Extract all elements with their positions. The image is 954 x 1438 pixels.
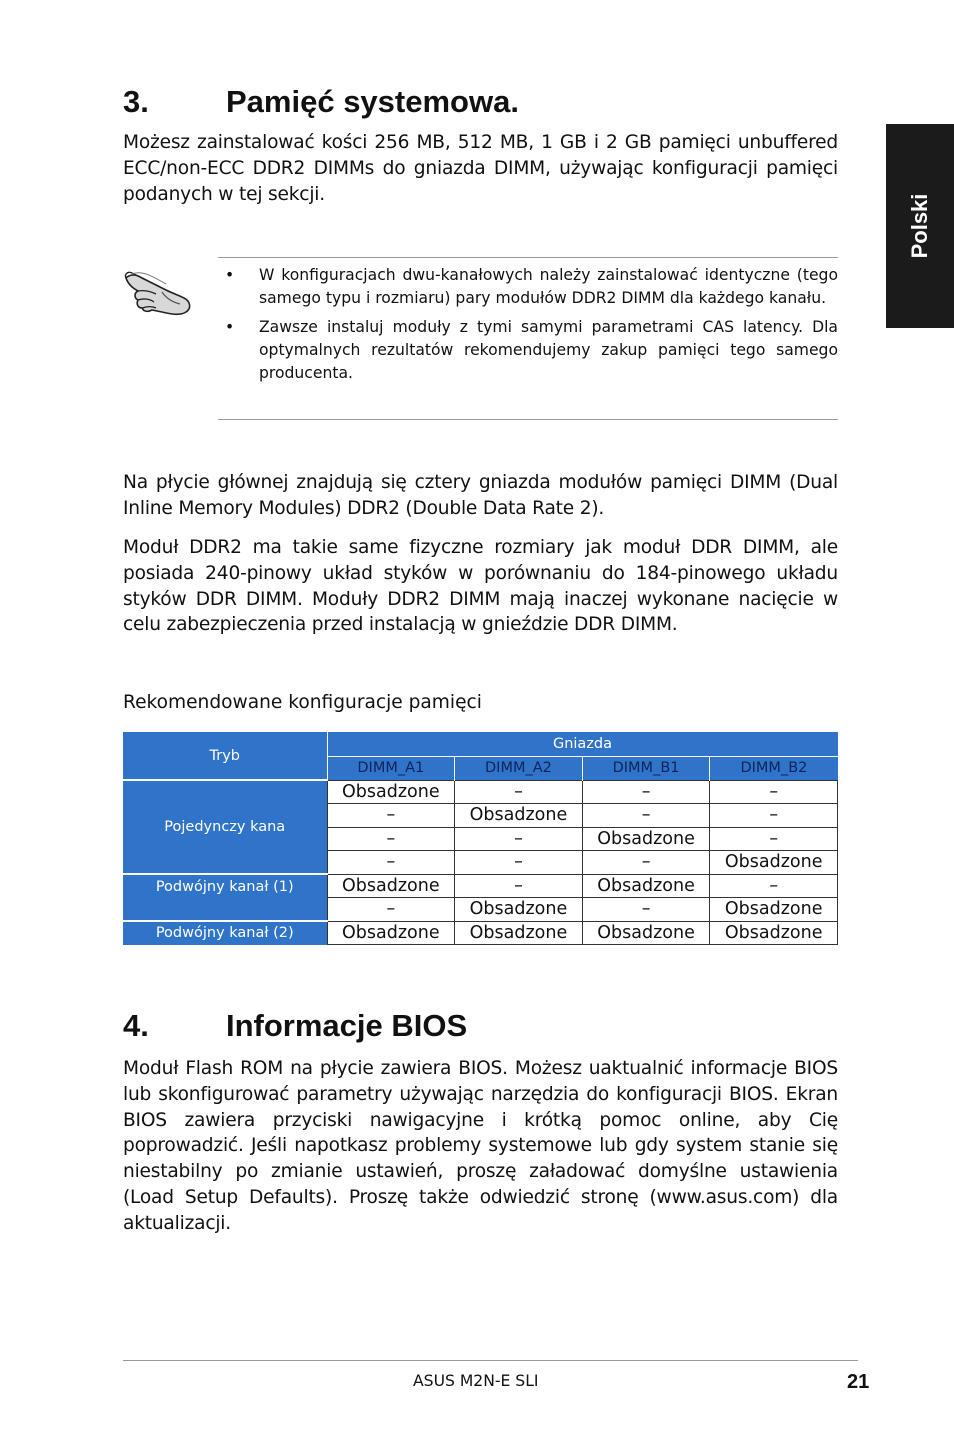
table-cell: Obsadzone [710,921,838,945]
mode-single-channel: Pojedynczy kana [123,780,327,874]
table-cell: Obsadzone [582,827,710,851]
column-header: DIMM_B2 [710,756,838,780]
table-cell: – [582,804,710,828]
column-header: DIMM_A1 [327,756,455,780]
note-item-text: W konfiguracjach dwu-kanałowych należy zainstalować identyczne (tego samego typu i rozmiaru) pary modułów DDR2 DIMM dla każdego kanału. [259,266,838,307]
mode-dual-channel-2: Podwójny kanał (2) [123,921,327,945]
language-label: Polski [907,193,932,259]
section-3-title: Pamięć systemowa. [226,84,519,119]
table-cell: Obsadzone [582,921,710,945]
table-cell: – [582,780,710,804]
note-item-text: Zawsze instaluj moduły z tymi samymi parametrami CAS latency. Dla optymalnych rezultatów rekomendujemy zakup pamięci tego samego producenta. [259,318,838,382]
bullet-icon: • [225,318,235,336]
table-cell: – [710,827,838,851]
table-cell: Obsadzone [455,921,583,945]
note-item [218,316,838,385]
section-3-number: 3. [123,84,149,119]
table-cell: Obsadzone [327,921,455,945]
note-item [218,264,838,310]
table-cell: – [582,898,710,922]
table-cell: – [455,851,583,875]
table-cell: – [455,780,583,804]
table-caption: Rekomendowane konfiguracje pamięci [123,692,482,713]
table-cell: Obsadzone [710,898,838,922]
table-row [123,874,838,898]
table-cell: – [582,851,710,875]
table-cell: – [327,898,455,922]
paragraph-ddr2-module: Moduł DDR2 ma takie same fizyczne rozmiary jak moduł DDR DIMM, ale posiada 240-pinowy układ styków w porównaniu do 184-pinowego układu styków DDR DIMM. Moduły DDR2 DIMM mają inaczej wykonane nacięcie w celu zabezpieczenia przed instalacją w gnieździe DDR DIMM. [123,537,838,636]
column-header: DIMM_B1 [582,756,710,780]
header-mode: Tryb [123,732,327,780]
footer-divider [123,1360,858,1361]
table-cell: – [710,780,838,804]
note-list [218,264,838,391]
table-row [123,921,838,945]
table-cell: Obsadzone [455,898,583,922]
section-4-title: Informacje BIOS [226,1008,468,1043]
header-slots: Gniazda [327,732,838,756]
table-row [123,780,838,804]
table-cell: Obsadzone [327,874,455,898]
language-side-tab [886,124,954,328]
column-header: DIMM_A2 [455,756,583,780]
table-cell: – [710,804,838,828]
section-4-number: 4. [123,1008,149,1043]
table-cell: Obsadzone [710,851,838,875]
mode-dual-channel-1: Podwójny kanał (1) [123,874,327,921]
memory-config-table [123,732,838,945]
page-number: 21 [847,1371,870,1393]
table-cell: Obsadzone [582,874,710,898]
pointing-hand-icon [122,262,194,320]
bullet-icon: • [225,266,235,284]
table-cell: – [327,827,455,851]
footer-product: ASUS M2N-E SLI [413,1372,539,1390]
table-cell: Obsadzone [455,804,583,828]
table-cell: – [455,874,583,898]
section-3-intro: Możesz zainstalować kości 256 MB, 512 MB, 1 GB i 2 GB pamięci unbuffered ECC/non-ECC DDR2 DIMMs do gniazda DIMM, używając konfiguracji pamięci podanych w tej sekcji. [123,132,838,205]
note-box [218,257,838,420]
table-cell: – [710,874,838,898]
table-cell: – [327,804,455,828]
table-cell: – [455,827,583,851]
table-cell: Obsadzone [327,780,455,804]
section-4-body: Moduł Flash ROM na płycie zawiera BIOS. Możesz uaktualnić informacje BIOS lub skonfigurować parametry używając narzędzia do konfiguracji BIOS. Ekran BIOS zawiera przyciski nawigacyjne i krótką pomoc online, aby Cię poprowadzić. Jeśli napotkasz problemy systemowe lub gdy system stanie się niestabilny po zmianie ustawień, proszę załadować domyślne ustawienia (Load Setup Defaults). Proszę także odwiedzić stronę (www.asus.com) dla aktualizacji. [123,1058,838,1234]
paragraph-dimm-slots: Na płycie głównej znajdują się cztery gniazda modułów pamięci DIMM (Dual Inline Memory Modules) DDR2 (Double Data Rate 2). [123,472,838,519]
table-cell: – [327,851,455,875]
